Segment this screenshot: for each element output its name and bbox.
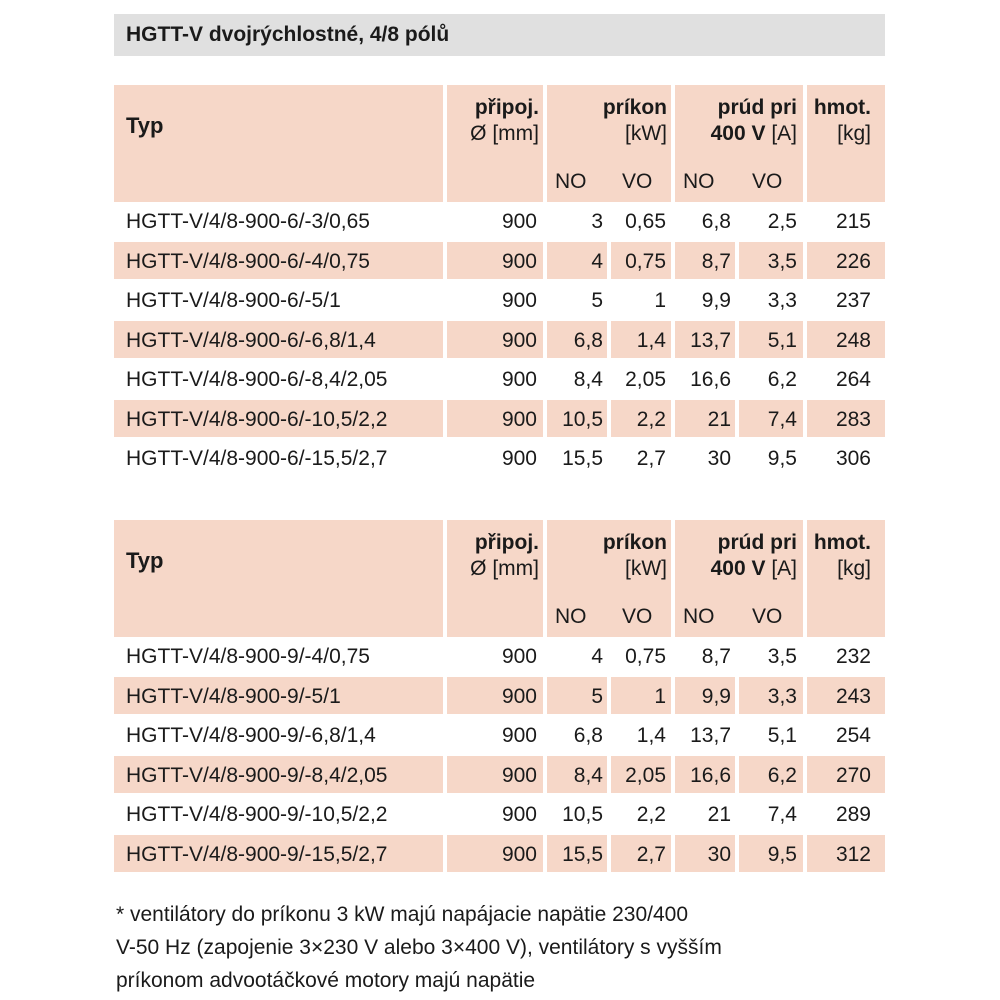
spec-table-1 [114,85,885,479]
col-typ: Typ [114,520,443,637]
cell-prud-no: 9,9 [675,677,735,714]
table-row [114,835,885,875]
cell-pripoj: 900 [447,756,543,793]
cell-prud-vo: 6,2 [739,756,803,793]
cell-prikon-vo: 0,75 [611,242,671,279]
cell-prud-no: 6,8 [675,202,735,239]
cell-prikon-vo: 1 [611,281,671,318]
sub-no: NO [683,605,715,628]
cell-typ: HGTT-V/4/8-900-9/-5/1 [114,677,443,714]
cell-pripoj: 900 [447,242,543,279]
cell-prud-vo: 3,3 [739,281,803,318]
cell-prikon-no: 15,5 [547,835,607,872]
cell-hmot: 248 [807,321,885,358]
cell-typ: HGTT-V/4/8-900-6/-6,8/1,4 [114,321,443,358]
table-row [114,756,885,796]
cell-typ: HGTT-V/4/8-900-9/-6,8/1,4 [114,716,443,753]
table-row [114,281,885,321]
cell-prud-vo: 7,4 [739,400,803,437]
cell-pripoj: 900 [447,400,543,437]
cell-pripoj: 900 [447,321,543,358]
cell-prikon-no: 5 [547,281,607,318]
col-prikon: príkon [kW] NO VO [547,520,671,637]
cell-prikon-vo: 2,05 [611,360,671,397]
cell-typ: HGTT-V/4/8-900-9/-10,5/2,2 [114,795,443,832]
cell-typ: HGTT-V/4/8-900-6/-5/1 [114,281,443,318]
cell-prikon-no: 8,4 [547,756,607,793]
page-title: HGTT-V dvojrýchlostné, 4/8 pólů [114,14,885,56]
cell-prikon-no: 3 [547,202,607,239]
cell-prikon-no: 6,8 [547,321,607,358]
cell-prikon-no: 4 [547,242,607,279]
cell-prud-no: 30 [675,439,735,476]
cell-typ: HGTT-V/4/8-900-6/-3/0,65 [114,202,443,239]
cell-prikon-no: 10,5 [547,795,607,832]
cell-prikon-no: 10,5 [547,400,607,437]
table-row [114,360,885,400]
cell-prud-no: 8,7 [675,242,735,279]
cell-hmot: 289 [807,795,885,832]
table-header [114,85,885,202]
cell-typ: HGTT-V/4/8-900-9/-4/0,75 [114,637,443,674]
cell-prikon-no: 15,5 [547,439,607,476]
cell-hmot: 237 [807,281,885,318]
cell-prud-vo: 3,5 [739,637,803,674]
cell-prikon-vo: 0,65 [611,202,671,239]
cell-prud-vo: 5,1 [739,716,803,753]
col-prud: prúd pri 400 V [A] NO VO [675,85,803,202]
cell-pripoj: 900 [447,281,543,318]
cell-prikon-no: 5 [547,677,607,714]
footnote-line: V-50 Hz (zapojenie 3×230 V alebo 3×400 V), ventilátory s vyšším [116,936,722,959]
cell-prud-vo: 9,5 [739,835,803,872]
col-hmot: hmot. [kg] [807,520,885,637]
sub-no: NO [555,170,587,193]
cell-hmot: 215 [807,202,885,239]
col-pripoj: připoj. Ø [mm] [447,520,543,637]
cell-prud-no: 16,6 [675,756,735,793]
table-header [114,520,885,637]
cell-prud-vo: 7,4 [739,795,803,832]
table-row [114,400,885,440]
sub-no: NO [555,605,587,628]
cell-prud-no: 9,9 [675,281,735,318]
table-body [114,637,885,874]
sub-vo: VO [752,605,783,628]
cell-prikon-vo: 2,2 [611,795,671,832]
cell-hmot: 232 [807,637,885,674]
cell-typ: HGTT-V/4/8-900-9/-15,5/2,7 [114,835,443,872]
cell-typ: HGTT-V/4/8-900-6/-8,4/2,05 [114,360,443,397]
cell-prud-no: 13,7 [675,321,735,358]
spec-table-2 [114,520,885,874]
table-row [114,716,885,756]
cell-prikon-vo: 2,7 [611,835,671,872]
table-row [114,637,885,677]
cell-pripoj: 900 [447,795,543,832]
cell-hmot: 270 [807,756,885,793]
cell-prud-vo: 2,5 [739,202,803,239]
cell-pripoj: 900 [447,677,543,714]
cell-typ: HGTT-V/4/8-900-9/-8,4/2,05 [114,756,443,793]
cell-typ: HGTT-V/4/8-900-6/-15,5/2,7 [114,439,443,476]
cell-prud-no: 21 [675,400,735,437]
table-row [114,439,885,479]
cell-prud-no: 30 [675,835,735,872]
cell-hmot: 306 [807,439,885,476]
cell-pripoj: 900 [447,835,543,872]
cell-prud-no: 16,6 [675,360,735,397]
cell-prud-vo: 5,1 [739,321,803,358]
cell-typ: HGTT-V/4/8-900-6/-10,5/2,2 [114,400,443,437]
cell-hmot: 312 [807,835,885,872]
cell-hmot: 226 [807,242,885,279]
table-row [114,321,885,361]
cell-prikon-vo: 1,4 [611,716,671,753]
footnote-line: * ventilátory do príkonu 3 kW majú napájacie napätie 230/400 [116,903,689,926]
cell-hmot: 254 [807,716,885,753]
cell-prikon-no: 6,8 [547,716,607,753]
table-row [114,795,885,835]
col-typ: Typ [114,85,443,202]
cell-hmot: 243 [807,677,885,714]
table-row [114,202,885,242]
cell-prikon-vo: 1,4 [611,321,671,358]
table-row [114,677,885,717]
cell-pripoj: 900 [447,637,543,674]
table-row [114,242,885,282]
cell-typ: HGTT-V/4/8-900-6/-4/0,75 [114,242,443,279]
cell-prikon-no: 8,4 [547,360,607,397]
cell-prud-vo: 3,5 [739,242,803,279]
col-pripoj: připoj. Ø [mm] [447,85,543,202]
cell-prud-vo: 3,3 [739,677,803,714]
cell-prikon-vo: 2,05 [611,756,671,793]
cell-prud-no: 21 [675,795,735,832]
cell-prikon-vo: 1 [611,677,671,714]
footnote-line: príkonom advootáčkové motory majú napätie [116,969,536,992]
cell-hmot: 264 [807,360,885,397]
cell-pripoj: 900 [447,439,543,476]
col-hmot: hmot. [kg] [807,85,885,202]
cell-prikon-no: 4 [547,637,607,674]
cell-pripoj: 900 [447,202,543,239]
table-body [114,202,885,479]
footnote [116,898,876,997]
cell-pripoj: 900 [447,360,543,397]
col-prikon: príkon [kW] NO VO [547,85,671,202]
sub-no: NO [683,170,715,193]
cell-prud-no: 13,7 [675,716,735,753]
sub-vo: VO [622,605,653,628]
cell-prikon-vo: 2,7 [611,439,671,476]
sub-vo: VO [622,170,653,193]
cell-prikon-vo: 2,2 [611,400,671,437]
cell-prud-vo: 6,2 [739,360,803,397]
cell-prud-no: 8,7 [675,637,735,674]
cell-prikon-vo: 0,75 [611,637,671,674]
cell-hmot: 283 [807,400,885,437]
cell-prud-vo: 9,5 [739,439,803,476]
col-prud: prúd pri 400 V [A] NO VO [675,520,803,637]
cell-pripoj: 900 [447,716,543,753]
sub-vo: VO [752,170,783,193]
